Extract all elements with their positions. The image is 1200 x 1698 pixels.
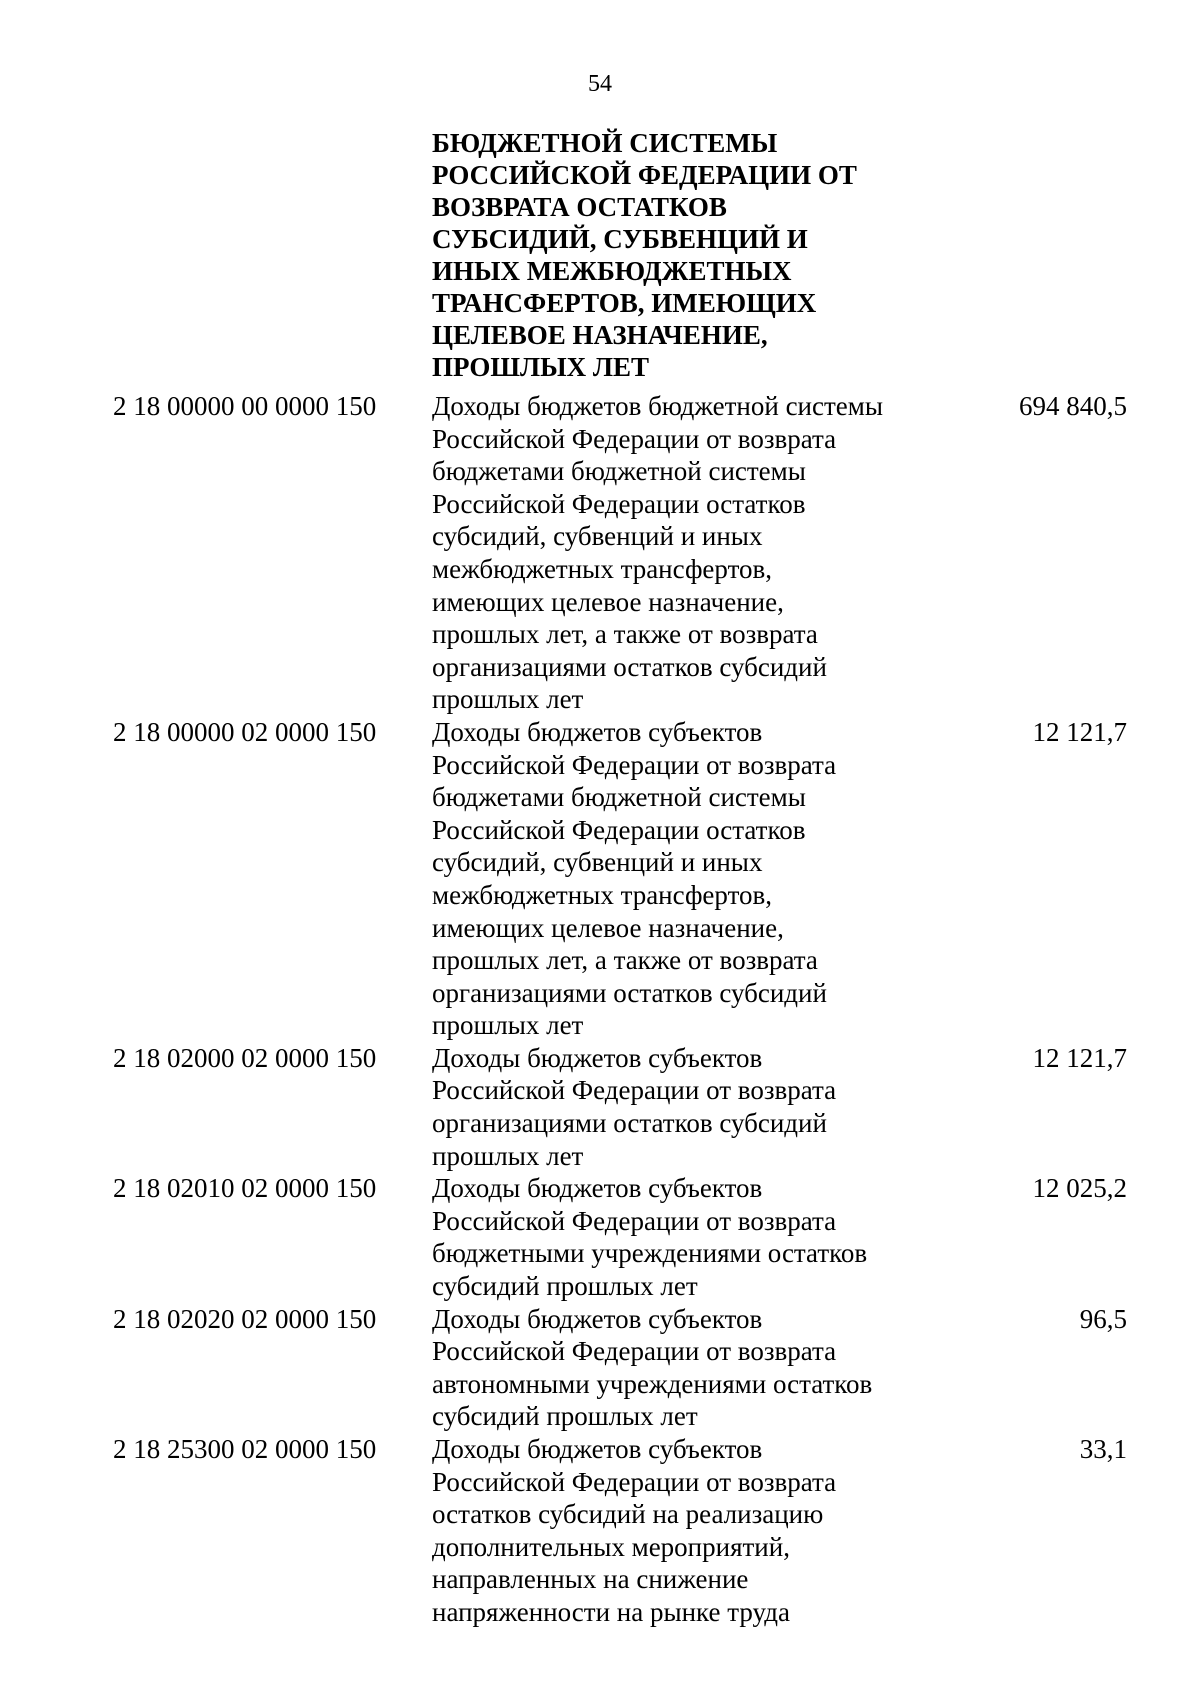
amount-value: 12 121,7 [1032,716,1127,747]
classification-code: 2 18 00000 02 0000 150 [113,716,377,747]
amount-value: 12 121,7 [1032,1042,1127,1073]
description-line: имеющих целевое назначение, [432,912,784,943]
amount-value: 12 025,2 [1032,1173,1127,1204]
classification-code: 2 18 02000 02 0000 150 [113,1042,377,1073]
description-line: прошлых лет, а также от возврата [432,945,818,976]
description-line: субсидий прошлых лет [432,1271,698,1302]
table-row [0,1042,1200,1172]
row-description [432,1042,932,1172]
table-row [0,390,1200,716]
description-line: Доходы бюджетов бюджетной системы [432,391,883,421]
row-description [432,716,932,1042]
row-description [432,1172,932,1302]
table-row [0,1303,1200,1433]
description-line: бюджетами бюджетной системы [432,782,806,813]
description-line: Доходы бюджетов субъектов [432,1303,763,1334]
description-line: организациями остатков субсидий [432,651,827,682]
heading-line: ИНЫХ МЕЖБЮДЖЕТНЫХ [432,256,792,286]
table-row [0,1172,1200,1302]
heading-line: РОССИЙСКОЙ ФЕДЕРАЦИИ ОТ [432,160,857,190]
table-row [0,716,1200,1042]
description-line: Российской Федерации остатков [432,488,806,519]
row-description [432,1433,932,1629]
description-line: Российской Федерации от возврата [432,423,837,454]
description-line: прошлых лет [432,684,584,715]
description-line: Российской Федерации от возврата [432,1336,837,1367]
amount-value: 96,5 [1079,1303,1127,1334]
classification-code: 2 18 00000 00 0000 150 [113,391,377,421]
amount-value: 33,1 [1079,1434,1127,1464]
description-line: межбюджетных трансфертов, [432,553,773,584]
description-line: Российской Федерации остатков [432,814,806,845]
description-line: Российской Федерации от возврата [432,749,837,780]
description-line: Российской Федерации от возврата [432,1466,837,1497]
description-line: Российской Федерации от возврата [432,1075,837,1106]
heading-line: СУБСИДИЙ, СУБВЕНЦИЙ И [432,224,808,254]
description-line: остатков субсидий на реализацию [432,1499,824,1530]
description-line: межбюджетных трансфертов, [432,879,773,910]
row-description [432,1303,932,1433]
description-line: субсидий прошлых лет [432,1401,698,1432]
description-line: Доходы бюджетов субъектов [432,716,763,747]
classification-code: 2 18 02010 02 0000 150 [113,1173,377,1204]
description-line: автономными учреждениями остатков [432,1368,873,1399]
classification-code: 2 18 25300 02 0000 150 [113,1434,377,1464]
description-line: имеющих целевое назначение, [432,586,784,617]
heading-line: ТРАНСФЕРТОВ, ИМЕЮЩИХ [432,288,817,318]
heading-line: ВОЗВРАТА ОСТАТКОВ [432,192,727,222]
description-line: Доходы бюджетов субъектов [432,1042,763,1073]
description-line: Доходы бюджетов субъектов [432,1173,763,1204]
section-heading-continuation [432,127,932,383]
description-line: субсидий, субвенций и иных [432,521,763,552]
description-line: напряженности на рынке труда [432,1596,791,1627]
description-line: прошлых лет [432,1140,584,1171]
description-line: субсидий, субвенций и иных [432,847,763,878]
description-line: организациями остатков субсидий [432,977,827,1008]
description-line: дополнительных мероприятий, [432,1531,790,1562]
description-line: бюджетами бюджетной системы [432,456,806,487]
description-line: Доходы бюджетов субъектов [432,1434,763,1464]
classification-code: 2 18 02020 02 0000 150 [113,1303,377,1334]
description-line: организациями остатков субсидий [432,1108,827,1139]
description-line: прошлых лет [432,1010,584,1041]
revenue-table [0,390,1200,1629]
heading-line: БЮДЖЕТНОЙ СИСТЕМЫ [432,128,778,158]
page-number: 54 [588,71,612,97]
heading-line: ПРОШЛЫХ ЛЕТ [432,352,650,382]
description-line: Российской Федерации от возврата [432,1205,837,1236]
heading-line: ЦЕЛЕВОЕ НАЗНАЧЕНИЕ, [432,320,768,350]
row-description [432,390,932,716]
description-line: прошлых лет, а также от возврата [432,619,818,650]
description-line: бюджетными учреждениями остатков [432,1238,868,1269]
description-line: направленных на снижение [432,1564,749,1595]
table-row [0,1433,1200,1629]
amount-value: 694 840,5 [1019,391,1127,421]
